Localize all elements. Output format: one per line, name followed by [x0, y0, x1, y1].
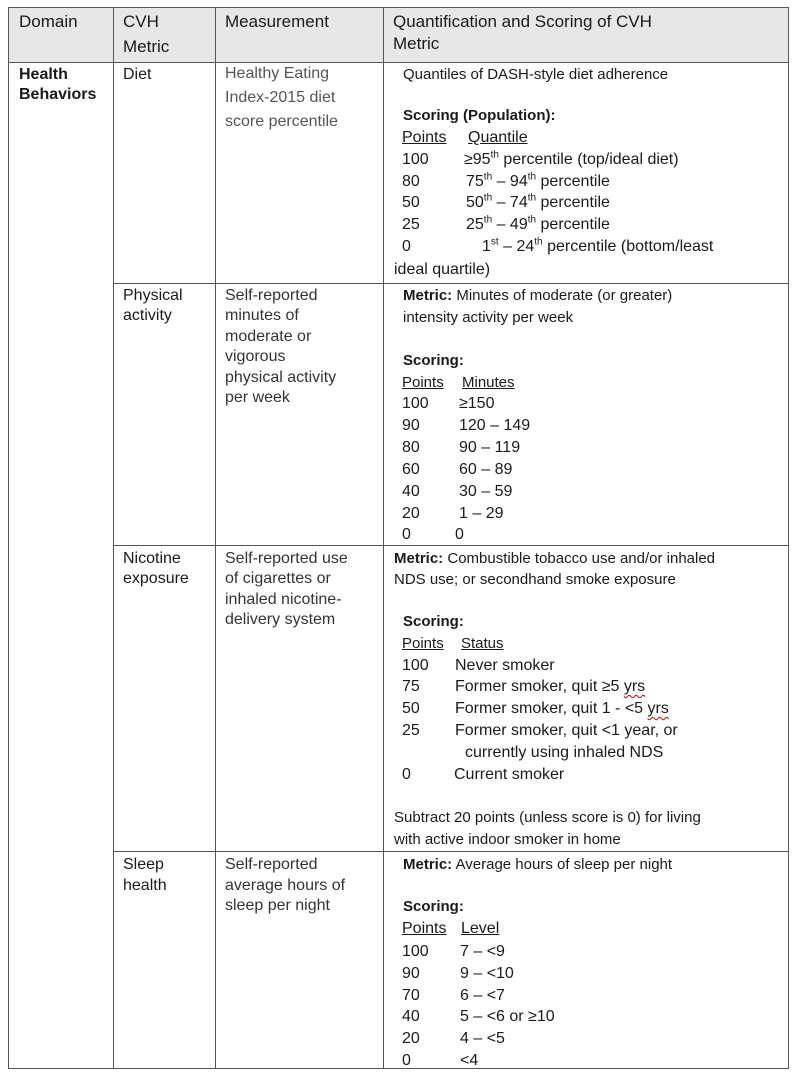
- diet-row: 25 25th – 49th percentile: [402, 214, 610, 233]
- nicotine-row: 75 Former smoker, quit ≥5 yrs: [402, 678, 646, 695]
- physical-scoring-label: Scoring:: [403, 352, 464, 369]
- physical-measurement-line2: minutes of: [225, 307, 299, 324]
- header-quant-line1: Quantification and Scoring of CVH: [393, 12, 652, 31]
- row-divider-2: [114, 545, 788, 546]
- physical-col-points: Points: [402, 374, 444, 391]
- physical-row: 80 90 – 119: [402, 439, 521, 456]
- nicotine-metric-line1: Nicotine: [123, 550, 181, 567]
- sleep-measurement-line3: sleep per night: [225, 897, 330, 914]
- physical-metric-line1: Physical: [123, 287, 183, 304]
- diet-col-quantile: Quantile: [468, 129, 528, 146]
- diet-row: 0 1st – 24th percentile (bottom/least: [402, 236, 714, 255]
- nicotine-scoring-label: Scoring:: [403, 613, 464, 630]
- physical-measurement-line4: vigorous: [225, 348, 286, 365]
- diet-measurement-line1: Healthy Eating: [225, 65, 330, 82]
- sleep-col-level: Level: [461, 920, 500, 937]
- nicotine-col-status: Status: [461, 635, 504, 652]
- nicotine-col-points: Points: [402, 635, 444, 652]
- header-metric-line1: CVH: [123, 12, 159, 31]
- nicotine-note-line2: with active indoor smoker in home: [394, 831, 621, 848]
- sleep-scoring-label: Scoring:: [403, 898, 464, 915]
- diet-row-wrap: ideal quartile): [394, 261, 491, 278]
- physical-row: 90 120 – 149: [402, 417, 531, 434]
- header-quant-line2: Metric: [393, 34, 440, 53]
- sleep-col-points: Points: [402, 920, 447, 937]
- physical-measurement-line1: Self-reported: [225, 287, 318, 304]
- sleep-measurement-line1: Self-reported: [225, 856, 318, 873]
- nicotine-measurement-line2: of cigarettes or: [225, 570, 331, 587]
- nicotine-row: 0 Current smoker: [402, 766, 565, 783]
- nicotine-measurement-line1: Self-reported use: [225, 550, 348, 567]
- sleep-metric-line1: Sleep: [123, 856, 164, 873]
- sleep-metric-line2: health: [123, 877, 167, 894]
- diet-col-points: Points: [402, 129, 447, 146]
- diet-measurement-line2: Index-2015 diet: [225, 89, 336, 106]
- sleep-row: 90 9 – <10: [402, 965, 514, 982]
- col-divider-1: [113, 8, 114, 1068]
- diet-row: 80 75th – 94th percentile: [402, 171, 610, 190]
- diet-measurement-line3: score percentile: [225, 113, 338, 130]
- diet-scoring-label: Scoring (Population):: [403, 107, 556, 124]
- physical-measurement-line5: physical activity: [225, 369, 337, 386]
- cvh-table: [8, 7, 789, 1069]
- header-domain: Domain: [19, 12, 78, 31]
- physical-row: 20 1 – 29: [402, 505, 504, 522]
- sleep-row: 0 <4: [402, 1052, 479, 1069]
- sleep-row: 40 5 – <6 or ≥10: [402, 1008, 555, 1025]
- physical-row: 0 0: [402, 526, 464, 543]
- sleep-measurement-line2: average hours of: [225, 877, 346, 894]
- physical-row: 100 ≥150: [402, 395, 495, 412]
- physical-row: 40 30 – 59: [402, 483, 513, 500]
- nicotine-measurement-line3: inhaled nicotine-: [225, 591, 342, 608]
- header-metric-line2: Metric: [123, 37, 170, 56]
- domain-label-line1: Health: [19, 66, 68, 83]
- row-divider-3: [114, 851, 788, 852]
- nicotine-row: 100 Never smoker: [402, 657, 555, 674]
- physical-col-minutes: Minutes: [462, 374, 515, 391]
- sleep-row: 100 7 – <9: [402, 943, 505, 960]
- nicotine-metric-desc-line1: Metric: Combustible tobacco use and/or inhaled: [394, 550, 716, 567]
- row-divider-1: [114, 283, 788, 284]
- domain-label-line2: Behaviors: [19, 86, 97, 103]
- sleep-metric-desc: Metric: Average hours of sleep per night: [403, 856, 673, 873]
- nicotine-row: 50 Former smoker, quit 1 - <5 yrs: [402, 700, 669, 717]
- col-divider-2: [215, 8, 216, 1068]
- nicotine-row-25-continued: currently using inhaled NDS: [465, 744, 664, 761]
- diet-description: Quantiles of DASH-style diet adherence: [403, 66, 669, 83]
- col-divider-3: [383, 8, 384, 1068]
- sleep-row: 20 4 – <5: [402, 1030, 505, 1047]
- sleep-row: 70 6 – <7: [402, 987, 505, 1004]
- nicotine-row: 25 Former smoker, quit <1 year, or: [402, 722, 678, 739]
- physical-row: 60 60 – 89: [402, 461, 513, 478]
- physical-metric-line2: activity: [123, 307, 172, 324]
- nicotine-note-line1: Subtract 20 points (unless score is 0) for living: [394, 809, 701, 826]
- physical-metric-desc-line2: intensity activity per week: [403, 309, 574, 326]
- physical-metric-desc-line1: Metric: Minutes of moderate (or greater): [403, 287, 673, 304]
- nicotine-metric-line2: exposure: [123, 570, 189, 587]
- nicotine-measurement-line4: delivery system: [225, 611, 336, 628]
- physical-measurement-line6: per week: [225, 389, 290, 406]
- header-measurement: Measurement: [225, 12, 329, 31]
- nicotine-metric-desc-line2: NDS use; or secondhand smoke exposure: [394, 571, 676, 588]
- diet-metric: Diet: [123, 66, 152, 83]
- diet-row: 100 ≥95th percentile (top/ideal diet): [402, 149, 679, 168]
- physical-measurement-line3: moderate or: [225, 328, 312, 345]
- diet-row: 50 50th – 74th percentile: [402, 192, 610, 211]
